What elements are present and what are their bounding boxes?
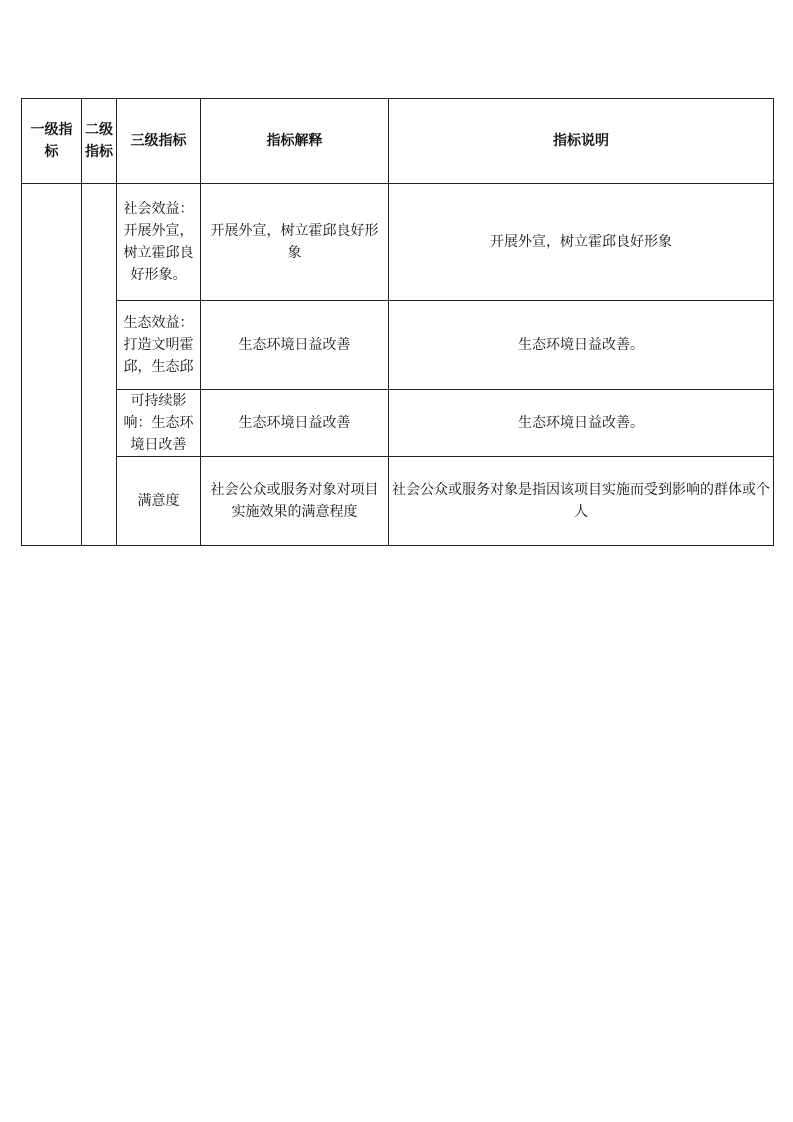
explanation-cell: 生态环境日益改善 [201,301,389,390]
level1-cell [22,184,82,546]
level3-cell: 可持续影响：生态环境日改善 [117,390,201,457]
table-row [22,184,774,301]
level3-cell: 社会效益：开展外宣，树立霍邱良好形象。 [117,184,201,301]
explanation-cell: 社会公众或服务对象对项目实施效果的满意程度 [201,457,389,546]
explanation-cell: 生态环境日益改善 [201,390,389,457]
table-row [22,390,774,457]
level2-cell [82,184,117,546]
description-cell: 社会公众或服务对象是指因该项目实施而受到影响的群体或个人 [389,457,774,546]
table-row [22,457,774,546]
header-level3: 三级指标 [117,99,201,184]
description-cell: 开展外宣，树立霍邱良好形象 [389,184,774,301]
description-cell: 生态环境日益改善。 [389,390,774,457]
header-level2: 二级指标 [82,99,117,184]
header-level1: 一级指标 [22,99,82,184]
table-header-row [22,99,774,184]
explanation-cell: 开展外宣，树立霍邱良好形象 [201,184,389,301]
level3-cell: 满意度 [117,457,201,546]
level3-cell: 生态效益：打造文明霍邱，生态邱 [117,301,201,390]
indicator-table [21,98,774,546]
table-row [22,301,774,390]
header-explanation: 指标解释 [201,99,389,184]
description-cell: 生态环境日益改善。 [389,301,774,390]
header-description: 指标说明 [389,99,774,184]
